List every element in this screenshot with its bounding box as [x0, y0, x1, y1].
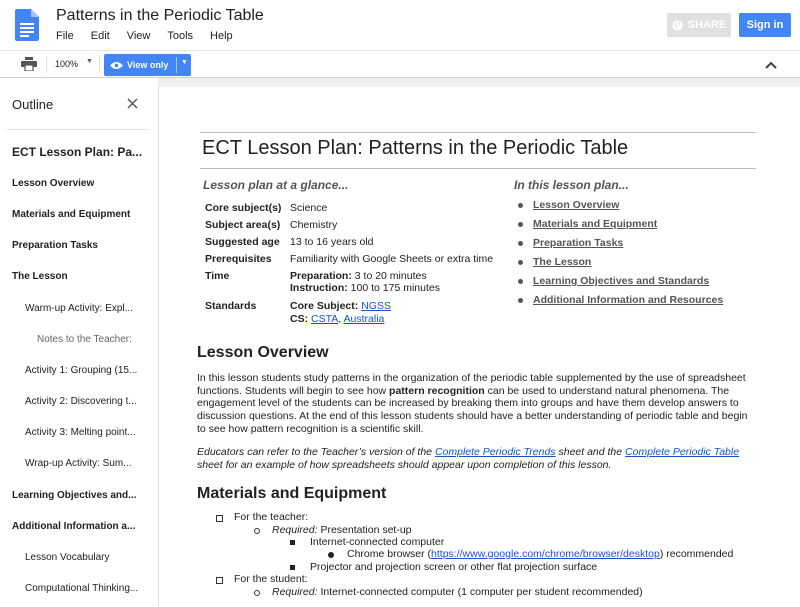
toc-link-lesson-overview[interactable]: Lesson Overview — [533, 199, 620, 211]
toolbar — [0, 50, 800, 78]
meta-value: 13 to 16 years old — [290, 236, 374, 248]
document-page — [158, 87, 800, 607]
menu-bar — [56, 30, 233, 42]
globe-icon — [672, 20, 683, 31]
meta-label: Suggested age — [205, 236, 280, 248]
toc-bullet — [518, 298, 523, 303]
outline-item-activity-2[interactable]: Activity 2: Discovering t... — [25, 396, 137, 407]
menu-file[interactable]: File — [56, 30, 74, 42]
note-text: sheet for an example of how spreadsheets should appear upon completion of this lesson. — [197, 458, 612, 471]
document-title: Patterns in the Periodic Table — [56, 7, 264, 24]
list-item — [272, 524, 412, 536]
outline-item-notes[interactable]: Notes to the Teacher: — [37, 334, 132, 345]
list-bullet-square — [216, 515, 223, 522]
csta-link[interactable]: CSTA — [311, 313, 339, 325]
meta-label: Prerequisites — [205, 253, 272, 265]
required-value: Presentation set-up — [317, 524, 412, 536]
list-bullet-square — [290, 540, 295, 545]
view-only-mode-button[interactable] — [104, 54, 191, 76]
ngss-link[interactable]: NGSS — [361, 300, 391, 312]
eye-icon — [110, 61, 123, 70]
toc-bullet — [518, 222, 523, 227]
required-label: Required: — [272, 524, 318, 536]
toolbar-divider — [99, 56, 100, 73]
toc-bullet — [518, 279, 523, 284]
prep-value: 3 to 20 minutes — [354, 270, 427, 282]
menu-edit[interactable]: Edit — [90, 30, 110, 42]
list-bullet-dot — [328, 552, 334, 558]
share-button[interactable] — [667, 13, 731, 37]
required-label: Required: — [272, 586, 318, 598]
button-divider — [176, 57, 177, 73]
toc-bullet — [518, 260, 523, 265]
chrome-text: Chrome browser ( — [347, 548, 432, 560]
title-rule — [200, 168, 756, 169]
cs-label: CS: — [290, 313, 309, 325]
complete-periodic-trends-link[interactable]: Complete Periodic Trends — [434, 446, 556, 458]
outline-item-computational-thinking[interactable]: Computational Thinking... — [25, 583, 139, 594]
toc-link-preparation[interactable]: Preparation Tasks — [533, 237, 624, 249]
list-bullet-circle — [254, 528, 260, 534]
outline-item-preparation[interactable]: Preparation Tasks — [12, 240, 98, 251]
list-item: For the teacher: — [234, 511, 309, 523]
australia-link[interactable]: Australia — [343, 313, 385, 325]
list-item: For the student: — [234, 573, 308, 585]
toc-bullet — [518, 241, 523, 246]
menu-tools[interactable]: Tools — [167, 30, 194, 42]
toc-link-additional-info[interactable]: Additional Information and Resources — [533, 294, 724, 306]
toc-link-learning-objectives[interactable]: Learning Objectives and Standards — [533, 275, 710, 287]
outline-item-activity-1[interactable]: Activity 1: Grouping (15... — [25, 365, 138, 376]
meta-label: Core subject(s) — [205, 202, 282, 214]
list-item — [272, 586, 643, 598]
google-docs-icon[interactable] — [15, 9, 39, 41]
meta-label: Subject area(s) — [205, 219, 281, 231]
zoom-select[interactable]: 100% — [55, 59, 79, 69]
outline-divider — [7, 129, 147, 130]
chevron-down-icon[interactable]: ▼ — [86, 58, 93, 65]
toc-link-materials[interactable]: Materials and Equipment — [533, 218, 658, 230]
meta-value: Chemistry — [290, 219, 338, 231]
outline-item-activity-3[interactable]: Activity 3: Melting point... — [25, 427, 136, 438]
toc-bullet — [518, 203, 523, 208]
outline-panel — [0, 78, 158, 600]
chrome-download-link[interactable]: https://www.google.com/chrome/browser/desktop — [431, 548, 660, 560]
share-label: SHARE — [687, 19, 727, 31]
menu-view[interactable]: View — [126, 30, 151, 42]
overview-text: In this lesson students study patterns in the organization of the periodic table supplemented by the use of spreadsheet functions. Students will begin to see how — [197, 372, 746, 397]
note-text: Educators can refer to the Teacher’s version of the — [197, 446, 435, 458]
meta-value — [290, 270, 427, 282]
list-bullet-square — [290, 565, 295, 570]
meta-value — [290, 300, 391, 312]
overview-paragraph — [197, 372, 759, 436]
instr-label: Instruction: — [290, 282, 348, 294]
outline-item-wrap-up[interactable]: Wrap-up Activity: Sum... — [25, 458, 132, 469]
menu-help[interactable]: Help — [210, 30, 233, 42]
section-heading-lesson-overview: Lesson Overview — [197, 344, 329, 361]
list-item — [347, 548, 733, 560]
chrome-text: ) recommended — [659, 548, 734, 560]
outline-item-warm-up[interactable]: Warm-up Activity: Expl... — [25, 303, 133, 314]
complete-periodic-table-link[interactable]: Complete Periodic Table — [625, 446, 740, 458]
list-bullet-circle — [254, 590, 260, 596]
meta-label: Time — [205, 270, 230, 282]
overview-text: can be used to understand natural phenomena. The engagement level of the students can be increased by breaking them into groups and have them develop answers to discussion questions. At the end of this lesson students should have a better understanding of periodic table and begin to see how pattern recognition is a scientific skill. — [197, 384, 748, 435]
document-area — [158, 78, 800, 600]
outline-item-lesson-overview[interactable]: Lesson Overview — [12, 178, 95, 189]
meta-value: Science — [290, 202, 328, 214]
toc-link-the-lesson[interactable]: The Lesson — [533, 256, 592, 268]
view-only-label: View only — [127, 60, 169, 70]
print-icon[interactable] — [21, 57, 37, 71]
glance-heading: Lesson plan at a glance... — [203, 178, 349, 192]
meta-value: Familiarity with Google Sheets or extra time — [290, 253, 494, 265]
list-item: Internet-connected computer — [310, 536, 445, 548]
instr-value: 100 to 175 minutes — [350, 282, 440, 294]
outline-item-vocabulary[interactable]: Lesson Vocabulary — [25, 552, 110, 563]
list-bullet-square — [216, 577, 223, 584]
chevron-up-icon[interactable] — [765, 59, 777, 71]
toolbar-divider — [46, 56, 47, 73]
meta-value — [290, 313, 384, 325]
required-value: Internet-connected computer (1 computer per student recommended) — [317, 586, 643, 598]
overview-note-paragraph — [197, 446, 759, 471]
note-text: sheet and the — [555, 446, 626, 458]
meta-label: Standards — [205, 300, 257, 312]
outline-item-learning-objectives[interactable]: Learning Objectives and... — [12, 490, 137, 501]
core-subject-label: Core Subject: — [290, 300, 359, 312]
outline-item-additional-info[interactable]: Additional Information a... — [12, 521, 136, 532]
title-rule — [200, 132, 756, 133]
close-icon[interactable] — [127, 98, 138, 109]
prep-label: Preparation: — [290, 270, 352, 282]
document-heading: ECT Lesson Plan: Patterns in the Periodic Table — [202, 137, 629, 159]
list-item: Projector and projection screen or other flat projection surface — [310, 561, 598, 573]
outline-title: Outline — [12, 97, 54, 112]
outline-item-doc-title[interactable]: ECT Lesson Plan: Pa... — [12, 145, 143, 159]
app-header — [0, 0, 800, 50]
meta-value — [290, 282, 440, 294]
outline-item-materials[interactable]: Materials and Equipment — [12, 209, 131, 220]
sign-in-button[interactable]: Sign in — [739, 13, 791, 37]
outline-item-the-lesson[interactable]: The Lesson — [12, 271, 68, 282]
cs-separator: , — [338, 313, 344, 325]
in-plan-heading: In this lesson plan... — [514, 178, 629, 192]
chevron-down-icon[interactable]: ▼ — [181, 59, 188, 66]
section-heading-materials: Materials and Equipment — [197, 485, 387, 502]
overview-emphasis: pattern recognition — [389, 384, 485, 397]
